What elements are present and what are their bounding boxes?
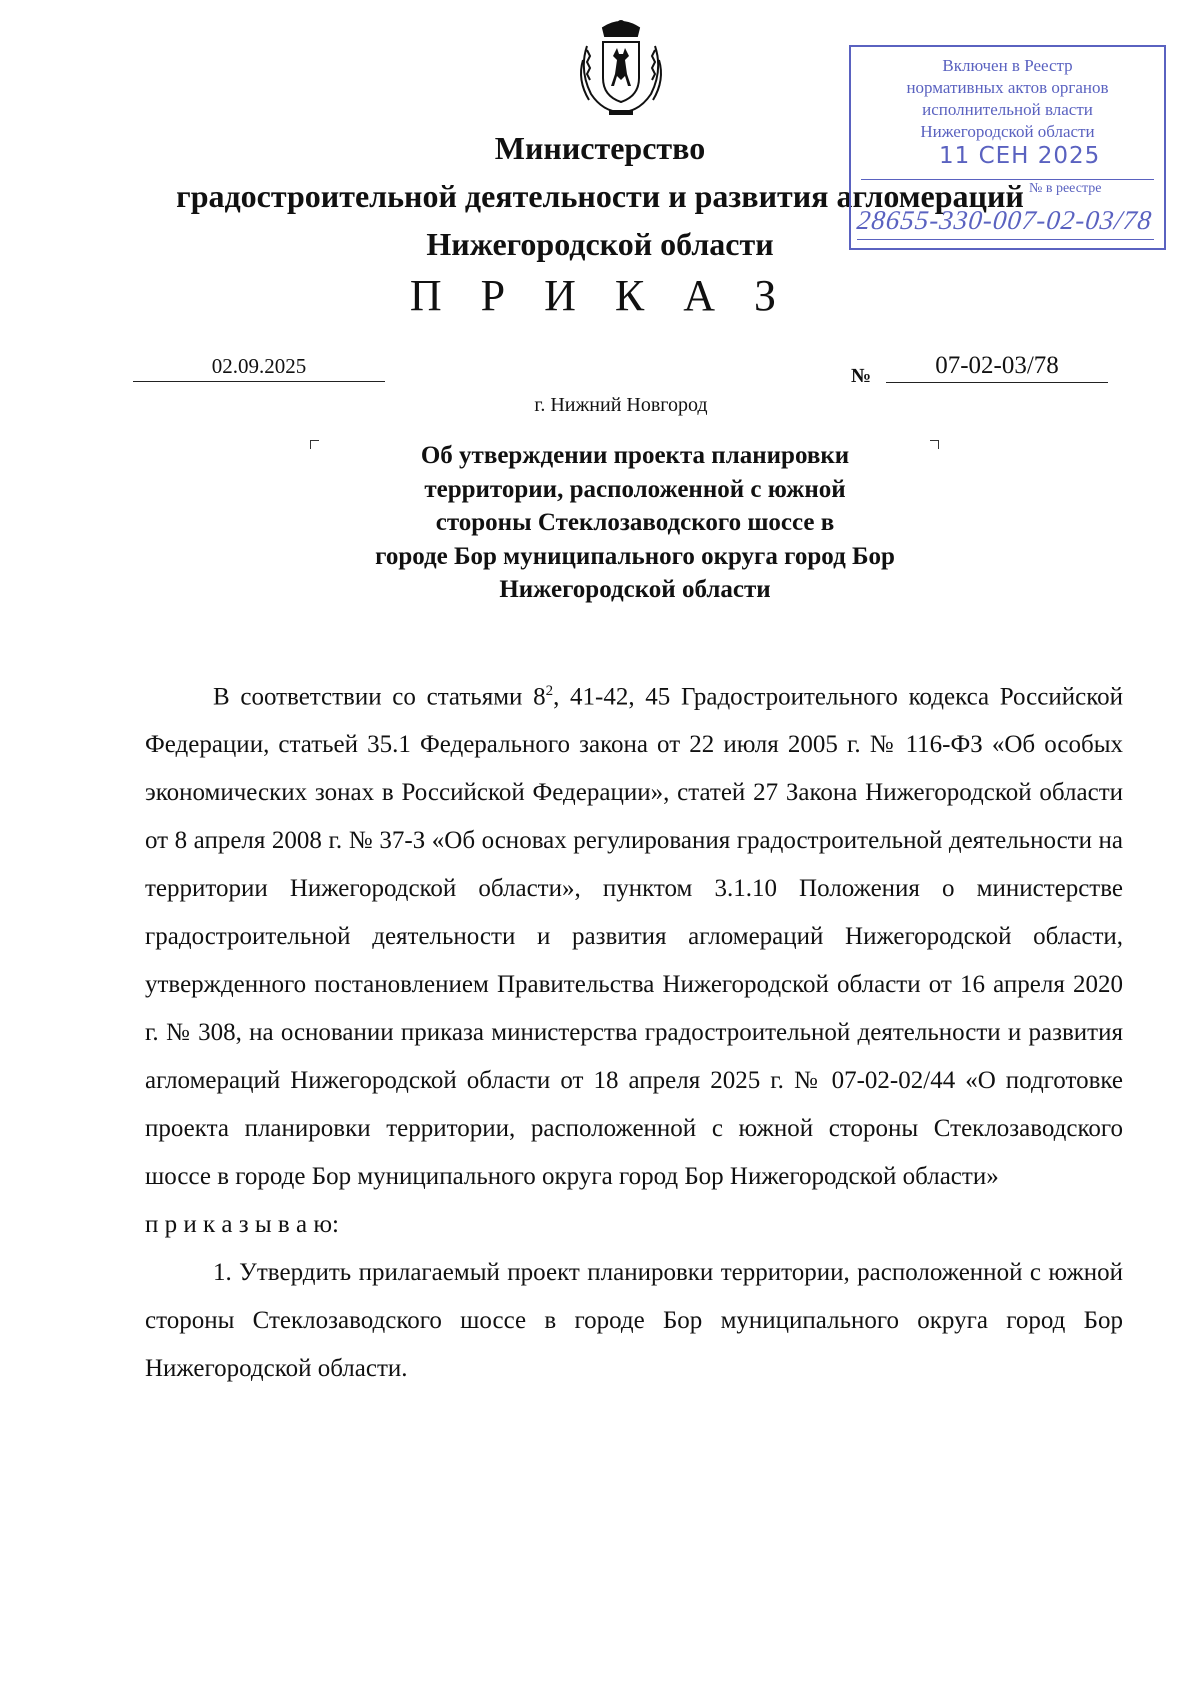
stamp-line-1: Включен в Реестр (942, 56, 1073, 75)
preamble-start: В соответствии со статьями 8 (213, 683, 546, 711)
stamp-text (851, 55, 1164, 143)
document-number: 07-02-03/78 (886, 352, 1108, 383)
stamp-underline (857, 239, 1154, 240)
ministry-line-1: Министерство (494, 130, 706, 166)
preamble-rest: , 41-42, 45 Градостроительного кодекса Российской Федерации, статьей 35.1 Федерального закона от 22 июля 2005 г. № 116-ФЗ «Об особых экономических зонах в Российской Федерации», статей 27 Закона Нижегородской области от 8 апреля 2008 г. № 37-З «Об основах регулирования градостроительной деятельности на территории Нижегородской области», пунктом 3.1.10 Положения о министерстве градостроительной деятельности и развития агломераций Нижегородской области, утвержденного постановлением Правительства Нижегородской области от 16 апреля 2020 г. № 308, на основании приказа министерства градостроительной деятельности и развития агломераций Нижегородской области от 18 апреля 2025 г. № 07-02-02/44 «О подготовке проекта планировки территории, расположенной с южной стороны Стеклозаводского шоссе в городе Бор муниципального округа город Бор Нижегородской области» (145, 683, 1123, 1191)
document-subject (320, 439, 950, 607)
ministry-line-2: градостроительной деятельности и развития агломераций (176, 178, 1024, 214)
stamp-registry-label: № в реестре (1029, 181, 1102, 196)
subject-corner-left (310, 440, 319, 449)
article-superscript: 2 (545, 683, 554, 699)
ministry-line-3: Нижегородской области (426, 226, 774, 262)
stamp-registry-number: 28655-330-007-02-03/78 (855, 205, 1154, 235)
stamp-divider (861, 179, 1154, 180)
subject-line-5: Нижегородской области (499, 576, 771, 603)
document-date: 02.09.2025 (133, 354, 385, 382)
stamp-date: 11 СЕН 2025 (939, 143, 1101, 169)
document-body (145, 667, 1123, 1393)
order-word: п р и к а з ы в а ю: (145, 1211, 339, 1239)
preamble-paragraph (145, 667, 1123, 1201)
number-label: № (851, 365, 872, 387)
document-type-title: П Р И К А З (409, 271, 791, 320)
subject-line-1: Об утверждении проекта планировки (420, 442, 850, 469)
stamp-line-2: нормативных актов органов (906, 78, 1109, 97)
order-item-1: 1. Утвердить прилагаемый проект планировки территории, расположенной с южной стороны Стеклозаводского шоссе в городе Бор муниципального округа город Бор Нижегородской области. (145, 1259, 1123, 1383)
registry-stamp (849, 45, 1166, 250)
subject-line-4: городе Бор муниципального округа город Бор (375, 542, 895, 570)
stamp-line-3: исполнительной власти (922, 100, 1093, 119)
subject-line-3: стороны Стеклозаводского шоссе в (435, 509, 835, 536)
coat-of-arms-deer-icon (573, 20, 669, 120)
stamp-line-4: Нижегородской области (920, 122, 1095, 141)
city: г. Нижний Новгород (534, 394, 708, 416)
subject-line-2: территории, расположенной с южной (424, 475, 846, 503)
